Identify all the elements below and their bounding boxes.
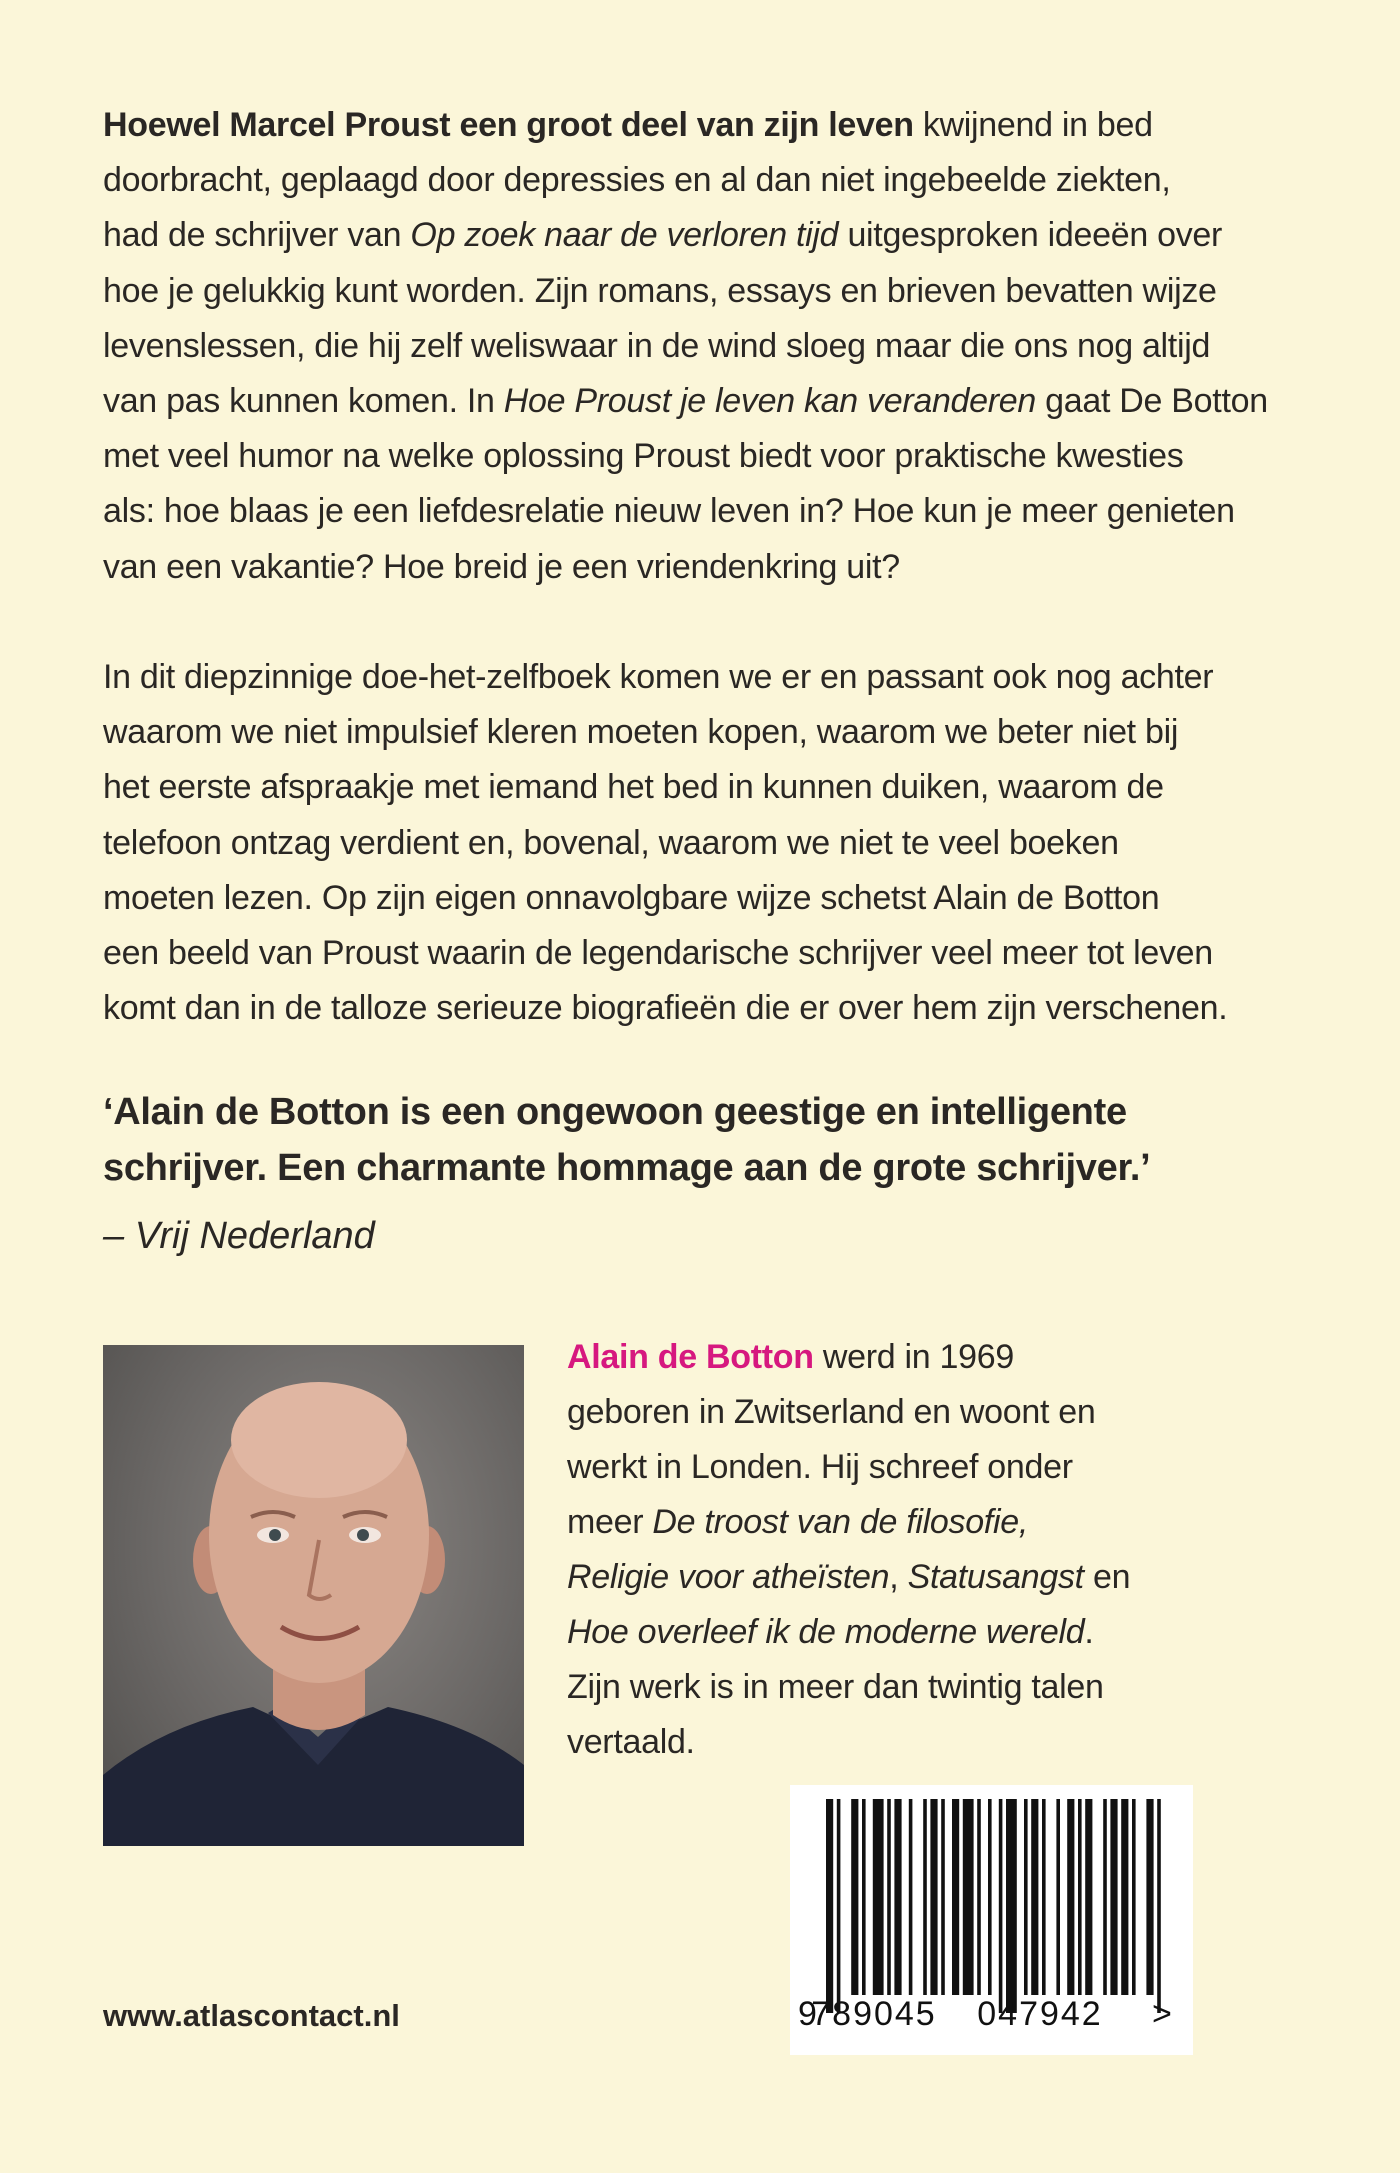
barcode-bar [923, 1799, 927, 1995]
text-line: meer De troost van de filosofie, [567, 1503, 1028, 1541]
isbn-left-group: 789045 [811, 1995, 937, 2033]
book-title-italic: Statusangst [907, 1558, 1084, 1596]
text-line: doorbracht, geplaagd door depressies en al dan niet ingebeelde ziekten, [103, 161, 1171, 200]
author-photo [103, 1345, 524, 1846]
text-line: een beeld van Proust waarin de legendarische schrijver veel meer tot leven [103, 934, 1213, 973]
barcode-bar [1006, 1799, 1017, 2013]
barcode-bar [837, 1799, 841, 2013]
lead-bold-text: Hoewel Marcel Proust een groot deel van zijn leven [103, 106, 914, 144]
book-title-italic: Op zoek naar de verloren tijd [410, 216, 839, 255]
text-line: levenslessen, die hij zelf weliswaar in de wind sloeg maar die ons nog altijd [103, 326, 1211, 365]
barcode-bar [1031, 1799, 1038, 1995]
barcode-bar [1056, 1799, 1060, 1995]
text-line: waarom we niet impulsief kleren moeten kopen, waarom we beter niet bij [103, 713, 1179, 752]
text-line: Zijn werk is in meer dan twintig talen [567, 1668, 1104, 1706]
barcode-bar [1024, 1799, 1028, 1995]
text-line: werkt in Londen. Hij schreef onder [567, 1448, 1073, 1486]
barcode-bar [963, 1799, 974, 1995]
author-name: Alain de Botton [567, 1338, 814, 1376]
isbn-end-marker: > [1152, 1995, 1172, 2033]
text-line: het eerste afspraakje met iemand het bed in kunnen duiken, waarom de [103, 768, 1164, 807]
barcode-graphic [790, 1785, 1193, 2055]
barcode-bar [826, 1799, 833, 2013]
description-paragraph-1 [103, 98, 1333, 595]
author-bio [567, 1330, 1247, 1770]
quote-line: schrijver. Een charmante hommage aan de grote schrijver.’ [103, 1147, 1151, 1189]
barcode-bar [1121, 1799, 1128, 1995]
barcode-bar [1110, 1799, 1117, 1995]
barcode-bar [1067, 1799, 1074, 1995]
barcode-bar [851, 1799, 858, 1995]
text-line: Alain de Botton werd in 1969 [567, 1338, 1014, 1376]
text-line: komt dan in de talloze serieuze biografieën die er over hem zijn verschenen. [103, 989, 1228, 1028]
barcode-bar [1042, 1799, 1046, 1995]
quote-line: ‘Alain de Botton is een ongewoon geestige en intelligente [103, 1091, 1127, 1133]
barcode-bar [1085, 1799, 1092, 1995]
text-line: Hoewel Marcel Proust een groot deel van zijn leven kwijnend in bed [103, 106, 1153, 144]
barcode-bar [952, 1799, 959, 1995]
isbn-first-digit: 9 [798, 1995, 817, 2033]
review-quote [103, 1084, 1333, 1196]
text-line: Religie voor atheïsten, Statusangst en [567, 1558, 1131, 1596]
text-line: vertaald. [567, 1723, 695, 1761]
book-title-italic: Hoe Proust je leven kan veranderen [503, 382, 1037, 421]
text-line: In dit diepzinnige doe-het-zelfboek komen we er en passant ook nog achter [103, 658, 1214, 696]
author-portrait-illustration [103, 1345, 524, 1846]
quote-source: – Vrij Nederland [103, 1215, 375, 1257]
barcode-bar [1157, 1799, 1161, 2013]
text-line: Hoe overleef ik de moderne wereld. [567, 1613, 1094, 1651]
text-line: als: hoe blaas je een liefdesrelatie nieuw leven in? Hoe kun je meer genieten [103, 492, 1235, 531]
barcode-bar [941, 1799, 945, 1995]
text-line: had de schrijver van Op zoek naar de verloren tijd uitgesproken ideeën over [103, 216, 1223, 255]
isbn-right-group: 047942 [977, 1995, 1103, 2033]
barcode-bar [999, 1799, 1003, 2013]
text-line: met veel humor na welke oplossing Proust biedt voor praktische kwesties [103, 437, 1184, 476]
barcode-bar [862, 1799, 866, 1995]
book-title-italic: Hoe overleef ik de moderne wereld [567, 1613, 1085, 1651]
description-paragraph-2 [103, 650, 1333, 1036]
barcode-bar [1146, 1799, 1153, 1995]
barcode-bar [887, 1799, 891, 1995]
barcode-bar [977, 1799, 981, 1995]
barcode-bar [1132, 1799, 1136, 1995]
publisher-website: www.atlascontact.nl [103, 1998, 400, 2033]
barcode-bar [894, 1799, 901, 1995]
text-line: van pas kunnen komen. In Hoe Proust je leven kan veranderen gaat De Botton [103, 382, 1268, 421]
barcode-bar [930, 1799, 937, 1995]
barcode-bar [909, 1799, 913, 1995]
text-line: van een vakantie? Hoe breid je een vriendenkring uit? [103, 547, 900, 586]
text-line: moeten lezen. Op zijn eigen onnavolgbare wijze schetst Alain de Botton [103, 878, 1160, 917]
barcode-bar [1078, 1799, 1082, 1995]
text-line: geboren in Zwitserland en woont en [567, 1393, 1096, 1431]
isbn-barcode [790, 1785, 1193, 2055]
barcode-bar [1103, 1799, 1107, 1995]
barcode-bar [873, 1799, 884, 1995]
text-line: telefoon ontzag verdient en, bovenal, waarom we niet te veel boeken [103, 823, 1119, 862]
text-line: hoe je gelukkig kunt worden. Zijn romans, essays en brieven bevatten wijze [103, 271, 1217, 310]
book-title-italic: Religie voor atheïsten [567, 1558, 890, 1596]
barcode-bar [988, 1799, 992, 1995]
book-title-italic: De troost van de filosofie, [652, 1503, 1028, 1541]
